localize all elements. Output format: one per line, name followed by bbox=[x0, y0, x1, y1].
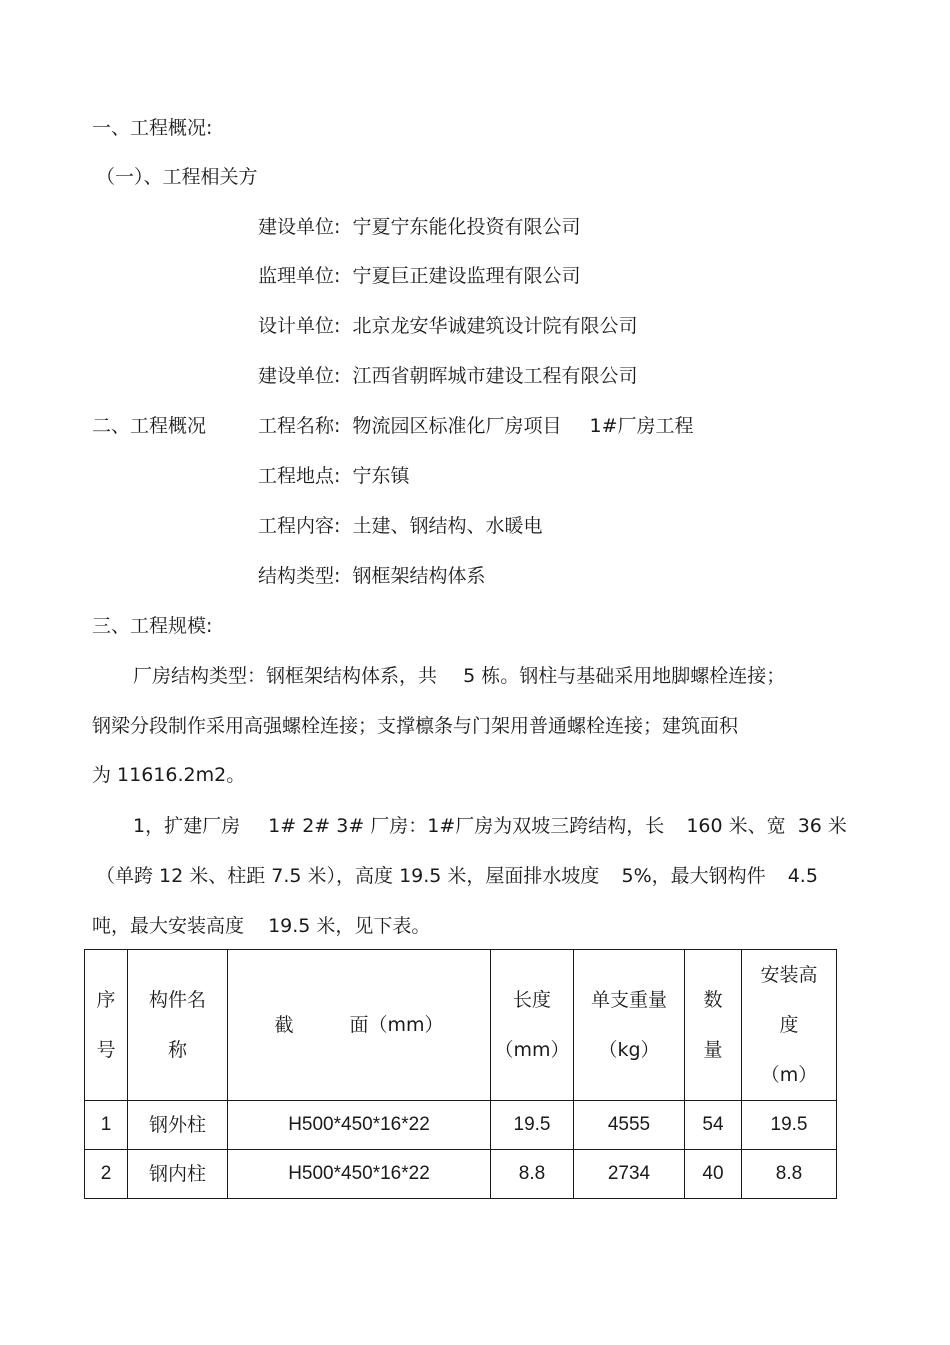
para2-text: 吨，最大安装高度 bbox=[92, 915, 245, 937]
section-2-title: 二、工程概况 bbox=[92, 415, 207, 437]
party-row-supervision bbox=[258, 264, 580, 288]
header-length bbox=[491, 950, 574, 1101]
para2-text: （单跨 12 米、柱距 7.5 米），高度 19.5 米，屋面排水坡度 bbox=[96, 865, 600, 887]
cell-seq: 2 bbox=[85, 1150, 128, 1199]
section-1-subtitle: （一）、工程相关方 bbox=[96, 166, 258, 188]
party-value: 江西省朝晖城市建设工程有限公司 bbox=[352, 365, 638, 387]
header-text: 量 bbox=[703, 1039, 723, 1061]
cell-length: 8.8 bbox=[491, 1150, 574, 1199]
cell-section: H500*450*16*22 bbox=[228, 1150, 491, 1199]
overview-value: 土建、钢结构、水暖电 bbox=[352, 515, 543, 537]
header-text: 度 bbox=[779, 1014, 799, 1036]
header-text: 数 bbox=[703, 989, 723, 1011]
header-text: 称 bbox=[167, 1039, 187, 1061]
para1-line2: 钢梁分段制作采用高强螺栓连接；支撑檩条与门架用普通螺栓连接；建筑面积 bbox=[92, 715, 739, 737]
party-label: 监理单位: bbox=[258, 265, 341, 287]
cell-length: 19.5 bbox=[491, 1101, 574, 1150]
section-3-title: 三、工程规模: bbox=[92, 615, 213, 637]
header-text: （kg） bbox=[598, 1039, 660, 1061]
cell-qty: 54 bbox=[685, 1101, 742, 1150]
header-text: 截 bbox=[274, 1014, 294, 1036]
header-seq bbox=[85, 950, 128, 1101]
table-header-row bbox=[85, 950, 837, 1101]
para2-text: 160 米、宽 bbox=[686, 815, 786, 837]
cell-section: H500*450*16*22 bbox=[228, 1101, 491, 1150]
para2-text: 1，扩建厂房 bbox=[133, 815, 241, 837]
para2-text: 1# 2# 3# 厂房：1#厂房为双坡三跨结构，长 bbox=[268, 815, 665, 837]
cell-name: 钢外柱 bbox=[128, 1101, 228, 1150]
overview-label: 工程内容: bbox=[258, 515, 341, 537]
cell-height: 8.8 bbox=[742, 1150, 837, 1199]
party-label: 建设单位: bbox=[258, 365, 341, 387]
header-text: 序 bbox=[96, 989, 116, 1011]
header-text: （mm） bbox=[494, 1039, 570, 1061]
header-text: 单支重量 bbox=[590, 989, 667, 1011]
cell-weight: 4555 bbox=[574, 1101, 685, 1150]
para2-text: 19.5 米，见下表。 bbox=[268, 915, 431, 937]
overview-row-name bbox=[258, 414, 694, 438]
header-weight bbox=[574, 950, 685, 1101]
para1-text: 5 栋。钢柱与基础采用地脚螺栓连接； bbox=[463, 665, 786, 687]
header-text: （m） bbox=[760, 1064, 818, 1086]
party-label: 设计单位: bbox=[258, 315, 341, 337]
para2-line1 bbox=[133, 814, 847, 838]
overview-label: 结构类型: bbox=[258, 565, 341, 587]
overview-value: 宁东镇 bbox=[352, 465, 410, 487]
overview-row-location bbox=[258, 464, 409, 488]
para1-line3: 为 11616.2m2。 bbox=[92, 764, 246, 786]
cell-name: 钢内柱 bbox=[128, 1150, 228, 1199]
header-text: 面（mm） bbox=[349, 1014, 444, 1036]
cell-seq: 1 bbox=[85, 1101, 128, 1150]
component-table bbox=[84, 949, 837, 1199]
para2-text: 36 米 bbox=[797, 815, 847, 837]
overview-extra: 1#厂房工程 bbox=[589, 415, 694, 437]
cell-height: 19.5 bbox=[742, 1101, 837, 1150]
para2-line2 bbox=[96, 864, 818, 888]
header-text: 长度 bbox=[512, 989, 551, 1011]
table-row bbox=[85, 1150, 837, 1199]
header-text: 构件名 bbox=[148, 989, 206, 1011]
overview-label: 工程名称: bbox=[258, 415, 341, 437]
party-row-construction bbox=[258, 215, 580, 239]
party-value: 宁夏巨正建设监理有限公司 bbox=[352, 265, 581, 287]
para1-text: 厂房结构类型：钢框架结构体系，共 bbox=[133, 665, 438, 687]
party-value: 宁夏宁东能化投资有限公司 bbox=[352, 216, 581, 238]
overview-value: 钢框架结构体系 bbox=[352, 565, 486, 587]
header-text: 号 bbox=[96, 1039, 116, 1061]
header-qty bbox=[685, 950, 742, 1101]
para2-line3 bbox=[92, 914, 430, 938]
para2-text: 4.5 bbox=[787, 865, 818, 887]
header-text: 安装高 bbox=[760, 964, 818, 986]
header-height bbox=[742, 950, 837, 1101]
overview-row-content bbox=[258, 514, 542, 538]
overview-label: 工程地点: bbox=[258, 465, 341, 487]
para2-text: 5%，最大钢构件 bbox=[621, 865, 766, 887]
cell-qty: 40 bbox=[685, 1150, 742, 1199]
party-label: 建设单位: bbox=[258, 216, 341, 238]
cell-weight: 2734 bbox=[574, 1150, 685, 1199]
header-section bbox=[228, 950, 491, 1101]
section-1-title: 一、工程概况: bbox=[92, 117, 213, 139]
para1-line1 bbox=[133, 664, 785, 688]
overview-value: 物流园区标准化厂房项目 bbox=[352, 415, 562, 437]
overview-row-structure bbox=[258, 564, 485, 588]
table-row bbox=[85, 1101, 837, 1150]
party-value: 北京龙安华诚建筑设计院有限公司 bbox=[352, 315, 638, 337]
party-row-design bbox=[258, 314, 637, 338]
header-name bbox=[128, 950, 228, 1101]
party-row-contractor bbox=[258, 364, 637, 388]
